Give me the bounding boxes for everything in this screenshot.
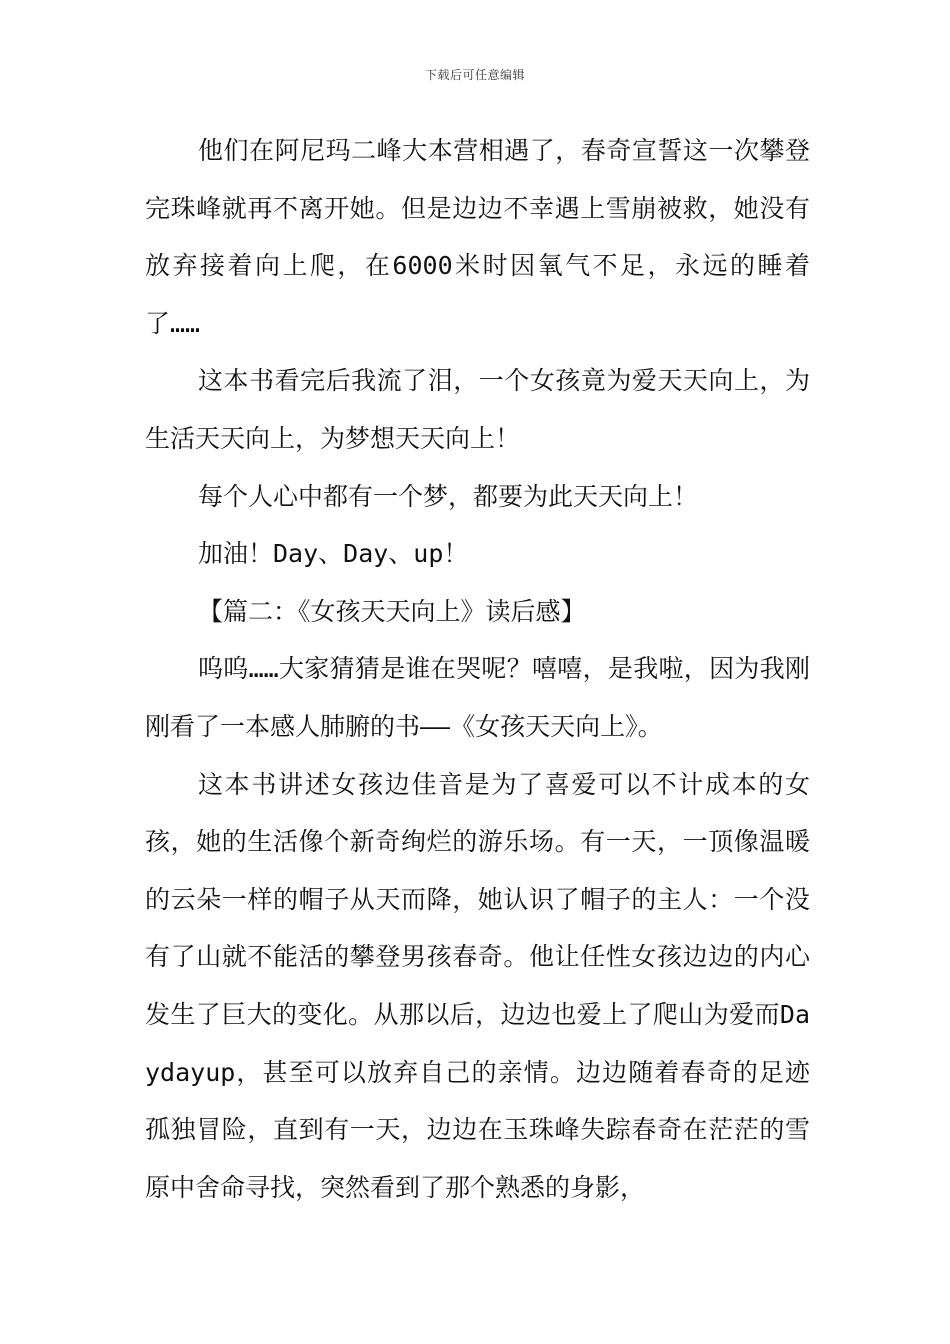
paragraph-1: 他们在阿尼玛二峰大本营相遇了，春奇宣誓这一次攀登完珠峰就再不离开她。但是边边不幸遇上雪崩被救，她没有放弃接着向上爬，在6000米时因氧气不足，永远的睡着了…… (145, 136, 810, 338)
paragraph-2: 这本书看完后我流了泪，一个女孩竟为爱天天向上，为生活天天向上，为梦想天天向上！ (145, 366, 810, 453)
paragraph-4: 加油！Day、Day、up！ (198, 539, 469, 569)
paragraph-6: 这本书讲述女孩边佳音是为了喜爱可以不计成本的女孩，她的生活像个新奇绚烂的游乐场。有一天，一顶像温暖的云朵一样的帽子从天而降，她认识了帽子的主人：一个没有了山就不能活的攀登男孩春奇。他让任性女孩边边的内心发生了巨大的变化。从那以后，边边也爱上了爬山为爱而Daydayup，甚至可以放弃自己的亲情。边边随着春奇的足迹孤独冒险，直到有一天，边边在玉珠峰失踪春奇在茫茫的雪原中舍命寻找，突然看到了那个熟悉的身影， (145, 769, 810, 1202)
page-header: 下载后可任意编辑 (424, 68, 525, 82)
paragraph-5: 呜呜……大家猜猜是谁在哭呢？嘻嘻，是我啦，因为我刚刚看了一本感人肺腑的书——《女孩天天向上》。 (145, 654, 810, 741)
document-body (145, 122, 810, 1216)
paragraph-3: 每个人心中都有一个梦，都要为此天天向上！ (198, 481, 699, 511)
section-heading: 【篇二：《女孩天天向上》读后感】 (198, 596, 586, 626)
